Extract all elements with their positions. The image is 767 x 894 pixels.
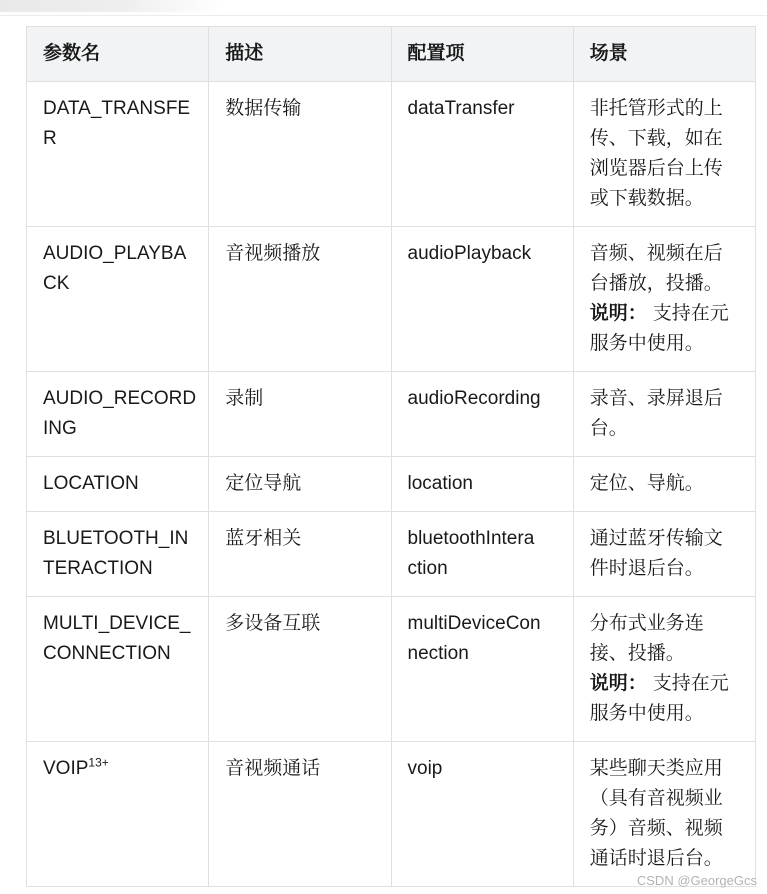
param-name-cell: BLUETOOTH_INTERACTION [27, 512, 209, 597]
note-label: 说明： [589, 303, 647, 324]
scenario-text: 非托管形式的上传、下载，如在浏览器后台上传或下载数据。 [589, 98, 723, 209]
param-name-cell [27, 742, 209, 887]
param-name-cell: LOCATION [27, 457, 209, 512]
scenario-cell [573, 512, 755, 597]
config-item-cell: dataTransfer [391, 82, 573, 227]
description-cell: 音视频播放 [209, 227, 391, 372]
table-row [27, 227, 756, 372]
table-row [27, 512, 756, 597]
scenario-cell [573, 457, 755, 512]
scenario-cell [573, 742, 755, 887]
header-description: 描述 [209, 27, 391, 82]
note [590, 669, 739, 729]
description-cell: 录制 [209, 372, 391, 457]
table-container [26, 26, 756, 887]
version-superscript: 13+ [88, 755, 109, 770]
table-row [27, 372, 756, 457]
table-header-row [27, 27, 756, 82]
header-param-name: 参数名 [27, 27, 209, 82]
config-item-cell: audioPlayback [391, 227, 573, 372]
param-name-text: VOIP [43, 758, 89, 779]
scenario-text: 通过蓝牙传输文件时退后台。 [589, 528, 723, 579]
note-text: 支持在元服务中使用。 [589, 303, 729, 354]
param-name-cell: DATA_TRANSFER [27, 82, 209, 227]
description-cell: 多设备互联 [209, 597, 391, 742]
note-label: 说明： [589, 673, 647, 694]
top-gradient-bar [0, 0, 222, 12]
description-cell: 定位导航 [209, 457, 391, 512]
description-cell: 音视频通话 [209, 742, 391, 887]
scenario-cell [573, 227, 755, 372]
config-item-cell: multiDeviceConnection [391, 597, 573, 742]
config-item-cell: location [391, 457, 573, 512]
table-row [27, 82, 756, 227]
header-config-item: 配置项 [391, 27, 573, 82]
scenario-text: 定位、导航。 [589, 473, 704, 494]
param-name-cell: AUDIO_RECORDING [27, 372, 209, 457]
description-cell: 蓝牙相关 [209, 512, 391, 597]
description-cell: 数据传输 [209, 82, 391, 227]
table-row [27, 597, 756, 742]
scenario-text: 分布式业务连接、投播。 [589, 613, 704, 664]
table-row [27, 742, 756, 887]
config-item-cell: voip [391, 742, 573, 887]
header-scenario: 场景 [573, 27, 755, 82]
scenario-cell [573, 82, 755, 227]
config-item-cell: audioRecording [391, 372, 573, 457]
param-name-cell: AUDIO_PLAYBACK [27, 227, 209, 372]
scenario-cell [573, 372, 755, 457]
scenario-cell [573, 597, 755, 742]
config-item-cell: bluetoothInteraction [391, 512, 573, 597]
parameter-table [26, 26, 756, 887]
scenario-text: 某些聊天类应用（具有音视频业务）音频、视频通话时退后台。 [589, 758, 723, 869]
table-row [27, 457, 756, 512]
param-name-cell: MULTI_DEVICE_CONNECTION [27, 597, 209, 742]
scenario-text: 音频、视频在后台播放，投播。 [589, 243, 723, 294]
note [590, 299, 739, 359]
watermark: CSDN @GeorgeGcs [636, 873, 757, 888]
top-divider [0, 15, 767, 16]
note-text: 支持在元服务中使用。 [589, 673, 729, 724]
scenario-text: 录音、录屏退后台。 [589, 388, 723, 439]
